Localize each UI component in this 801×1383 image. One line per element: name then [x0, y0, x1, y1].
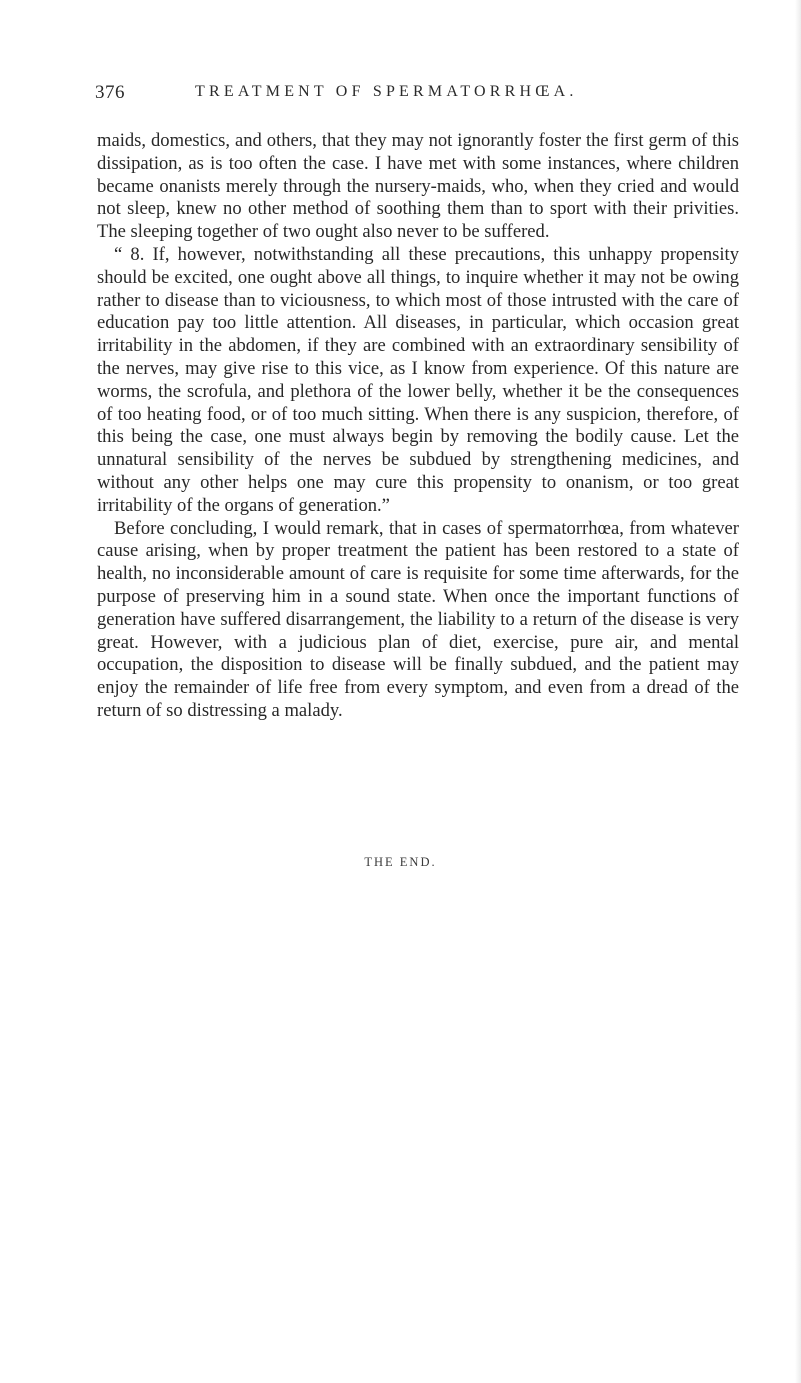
page-edge-shadow [795, 0, 801, 1383]
paragraph-conclusion: Before concluding, I would remark, that in cases of spermatorrhœa, from whatever cause arising, when by proper treatment the patient has been restored to a state of health, no inconsiderable amount of care is requisite for some time afterwards, for the purpose of preserving him in a sound state. When once the important functions of generation have suffered disarrangement, the liability to a return of the disease is very great. However, with a judicious plan of diet, exercise, pure air, and mental occupation, the disposition to disease will be finally subdued, and the patient may enjoy the remainder of life free from every symptom, and even from a dread of the return of so distressing a malady. [97, 517, 739, 721]
running-head [0, 82, 801, 108]
paragraph-continuation: maids, domestics, and others, that they may not ignorantly foster the first germ of this dissipation, as is too often the case. I have met with some instances, where children became onanists merely through the nursery-maids, who, when they cried and would not sleep, knew no other method of soothing them than to sport with their privities. The sleeping together of two ought also never to be suffered. [97, 130, 739, 243]
page-number: 376 [95, 82, 125, 103]
running-title: TREATMENT OF SPERMATORRHŒA. [195, 83, 578, 100]
paragraph-quoted-rule-8: “ 8. If, however, notwithstanding all these precautions, this unhappy propensity should be excited, one ought above all things, to inquire whether it may not be owing rather to disease than to viciousness, to which most of those intrusted with the care of education pay too little attention. All diseases, in particular, which occasion great irritability in the abdomen, if they are combined with an extraordinary sensibility of the nerves, may give rise to this vice, as I know from experience. Of this nature are worms, the scrofula, and plethora of the lower belly, whether it be the consequences of too heating food, or of too much sitting. When there is any suspicion, therefore, of this being the case, one must always begin by removing the bodily cause. Let the unnatural sensibility of the nerves be subdued by strengthening medicines, and without any other helps one may cure this propensity to onanism, or too great irritability of the organs of generation.” [97, 243, 739, 516]
body-text [97, 130, 739, 723]
the-end-mark: THE END. [364, 855, 437, 869]
